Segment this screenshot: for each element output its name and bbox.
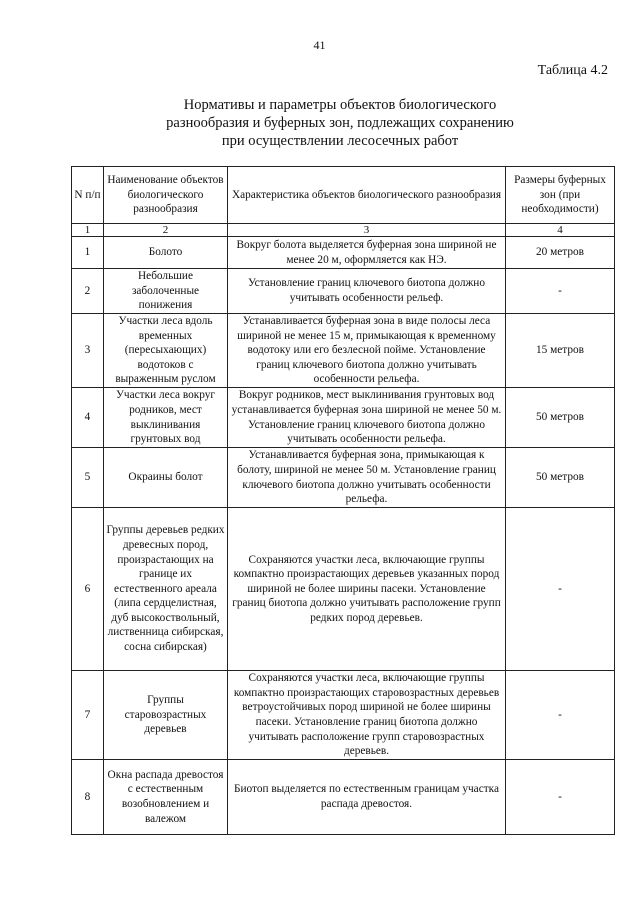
table-row bbox=[72, 269, 615, 314]
row-characteristic: Вокруг родников, мест выклинивания грунтовых вод устанавливается буферная зона шириной не менее 50 м. Установление границ ключевого биотопа должно учитывать особенности рельефа. bbox=[228, 388, 506, 448]
row-name: Окна распада древостоя с естественным возобновлением и валежом bbox=[104, 760, 228, 835]
row-num: 2 bbox=[72, 269, 104, 314]
column-number: 4 bbox=[506, 224, 615, 237]
row-characteristic: Сохраняются участки леса, включающие группы компактно произрастающих деревьев указанных пород шириной не более ширины пасеки. Установление границ биотопа должно учитывать расположение групп редких пород деревьев. bbox=[228, 508, 506, 671]
title-line-3: при осуществлении лесосечных работ bbox=[221, 133, 459, 149]
column-number: 3 bbox=[228, 224, 506, 237]
title-line-2: разнообразия и буферных зон, подлежащих сохранению bbox=[166, 115, 514, 131]
row-name: Группы деревьев редких древесных пород, произрастающих на границе их естественного ареала (липа сердцелистная, дуб высокоствольный, лиственница сибирская, сосна сибирская) bbox=[104, 508, 228, 671]
row-name: Участки леса вдоль временных (пересыхающих) водотоков с выраженным руслом bbox=[104, 314, 228, 388]
table-row bbox=[72, 508, 615, 671]
column-number: 1 bbox=[72, 224, 104, 237]
row-num: 5 bbox=[72, 448, 104, 508]
row-name: Группы старовозрастных деревьев bbox=[104, 671, 228, 760]
row-characteristic: Биотоп выделяется по естественным границам участка распада древостоя. bbox=[228, 760, 506, 835]
row-characteristic: Вокруг болота выделяется буферная зона шириной не менее 20 м, оформляется как НЭ. bbox=[228, 237, 506, 269]
row-buffer: 15 метров bbox=[506, 314, 615, 388]
row-buffer: 20 метров bbox=[506, 237, 615, 269]
row-name: Небольшие заболоченные понижения bbox=[104, 269, 228, 314]
row-num: 6 bbox=[72, 508, 104, 671]
row-num: 4 bbox=[72, 388, 104, 448]
row-characteristic: Устанавливается буферная зона в виде полосы леса шириной не менее 15 м, примыкающая к временному водотоку или его безлесной пойме. Установление границ ключевого биотопа должно учитывать особенности рельефа. bbox=[228, 314, 506, 388]
row-characteristic: Установление границ ключевого биотопа должно учитывать особенности рельеф. bbox=[228, 269, 506, 314]
row-buffer: - bbox=[506, 671, 615, 760]
row-buffer: 50 метров bbox=[506, 388, 615, 448]
header-buffer: Размеры буферных зон (при необходимости) bbox=[506, 167, 615, 224]
column-number-row bbox=[72, 224, 615, 237]
table-row bbox=[72, 671, 615, 760]
header-num: N п/п bbox=[72, 167, 104, 224]
row-name: Болото bbox=[104, 237, 228, 269]
row-num: 7 bbox=[72, 671, 104, 760]
header-characteristic: Характеристика объектов биологического разнообразия bbox=[228, 167, 506, 224]
table-row bbox=[72, 448, 615, 508]
table-header-row bbox=[72, 167, 615, 224]
row-buffer: 50 метров bbox=[506, 448, 615, 508]
table-label: Таблица 4.2 bbox=[537, 63, 608, 78]
row-buffer: - bbox=[506, 269, 615, 314]
row-name: Участки леса вокруг родников, мест выклинивания грунтовых вод bbox=[104, 388, 228, 448]
table-row bbox=[72, 760, 615, 835]
title-line-1: Нормативы и параметры объектов биологического bbox=[183, 97, 497, 113]
row-name: Окраины болот bbox=[104, 448, 228, 508]
row-buffer: - bbox=[506, 760, 615, 835]
document-title bbox=[70, 96, 610, 150]
row-num: 3 bbox=[72, 314, 104, 388]
row-buffer: - bbox=[506, 508, 615, 671]
row-characteristic: Устанавливается буферная зона, примыкающая к болоту, шириной не менее 50 м. Установление границ ключевого биотопа должно учитывать особенности рельефа. bbox=[228, 448, 506, 508]
row-characteristic: Сохраняются участки леса, включающие группы компактно произрастающих старовозрастных деревьев ветроустойчивых пород шириной не более ширины пасеки. Установление границ биотопа должно учитывать расположение групп старовозрастных деревьев. bbox=[228, 671, 506, 760]
table-row bbox=[72, 314, 615, 388]
column-number: 2 bbox=[104, 224, 228, 237]
row-num: 8 bbox=[72, 760, 104, 835]
table-row bbox=[72, 388, 615, 448]
table-row bbox=[72, 237, 615, 269]
norms-table bbox=[71, 166, 615, 835]
header-name: Наименование объектов биологического разнообразия bbox=[104, 167, 228, 224]
page-number: 41 bbox=[313, 38, 326, 52]
row-num: 1 bbox=[72, 237, 104, 269]
